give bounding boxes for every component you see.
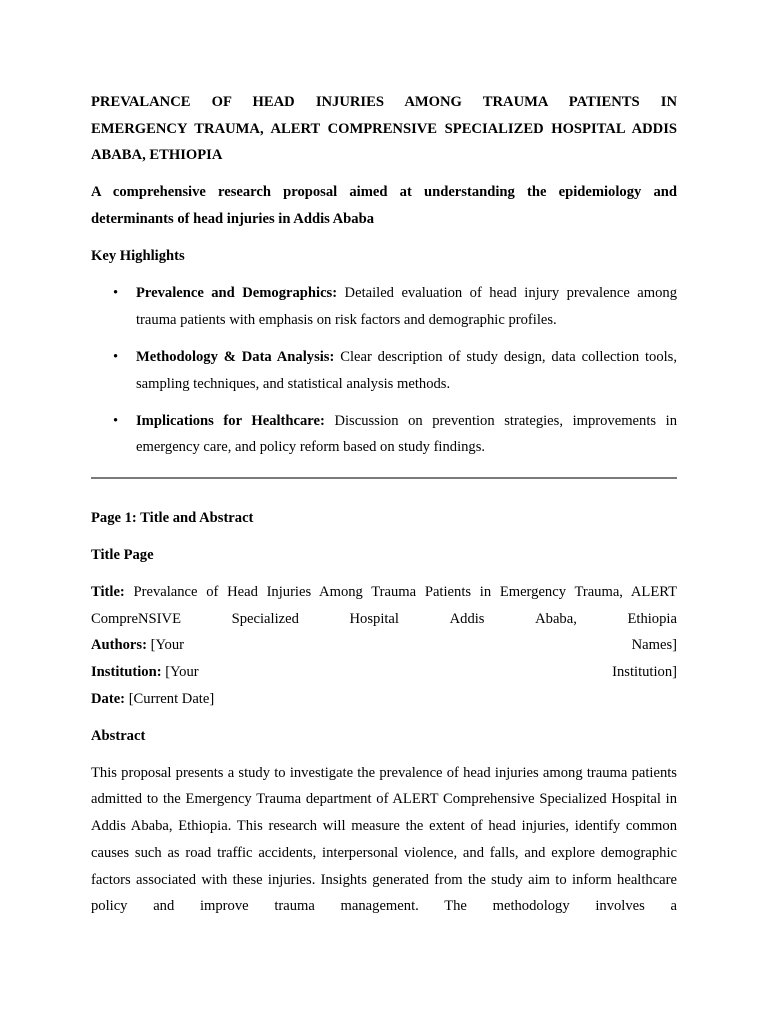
bullet-icon: • — [113, 285, 119, 302]
document-heading-line-1: PREVALANCE OF HEAD INJURIES AMONG TRAUMA PATIENTS IN — [91, 94, 677, 110]
bullet-icon: • — [113, 348, 119, 365]
title-page-heading: Title Page — [91, 546, 154, 563]
authors-line — [91, 632, 677, 659]
institution-value-end: Institution] — [612, 664, 677, 681]
highlight-label: Prevalence and Demographics: — [136, 285, 338, 302]
document-page — [91, 89, 677, 920]
abstract-heading: Abstract — [91, 727, 146, 744]
institution-label: Institution: — [91, 664, 162, 681]
document-subtitle: A comprehensive research proposal aimed at understanding the epidemiology and determinants of head injuries in Addis Ababa — [91, 184, 677, 228]
title-label: Title: — [91, 583, 125, 600]
authors-value-end: Names] — [631, 637, 677, 654]
authors-label: Authors: — [91, 637, 147, 654]
document-heading-line-2: EMERGENCY TRAUMA, ALERT COMPRENSIVE SPECIALIZED HOSPITAL ADDIS — [91, 120, 677, 137]
highlight-label: Methodology & Data Analysis: — [136, 348, 335, 365]
title-word: Ethiopia — [627, 610, 677, 627]
date-value: [Current Date] — [125, 690, 215, 707]
title-word: Addis — [449, 610, 485, 627]
document-heading-line-3: ABABA, ETHIOPIA — [91, 147, 223, 164]
date-label: Date: — [91, 690, 126, 707]
highlight-label: Implications for Healthcare: — [136, 412, 325, 429]
horizontal-divider — [91, 477, 677, 479]
authors-left — [91, 632, 184, 659]
title-word: CompreNSIVE — [91, 610, 181, 627]
abstract-text: This proposal presents a study to investigate the prevalence of head injuries among trauma patients admitted to the Emergency Trauma department of ALERT Comprehensive Specialized Hospital in Addis Ababa, Ethiopia. This research will measure the extent of head injuries, identify common causes such as road traffic accidents, interpersonal violence, and falls, and explore demographic factors associated with these injuries. Insights generated from the study aim to inform healthcare policy and improve trauma management. The methodology involves a — [91, 764, 677, 915]
title-word: Hospital — [349, 610, 399, 627]
title-continuation-line — [91, 606, 677, 633]
highlight-text: Clear description of study design, data collection tools, sampling techniques, and statistical analysis methods. — [136, 348, 678, 392]
title-page-block — [91, 579, 677, 713]
institution-line — [91, 659, 677, 686]
list-item — [91, 408, 677, 461]
title-text: Prevalance of Head Injuries Among Trauma Patients in Emergency Trauma, ALERT — [124, 583, 677, 600]
title-word: Ababa, — [535, 610, 577, 627]
bullet-icon: • — [113, 412, 119, 429]
key-highlights-list — [91, 280, 677, 461]
title-word: Specialized — [231, 610, 299, 627]
institution-value: [Your — [161, 664, 199, 681]
list-item — [91, 344, 677, 397]
authors-value: [Your — [146, 637, 184, 654]
key-highlights-heading: Key Highlights — [91, 248, 185, 265]
list-item — [91, 280, 677, 333]
highlight-text: Discussion on prevention strategies, improvements in emergency care, and policy reform based on study findings. — [136, 412, 677, 456]
section-title: Page 1: Title and Abstract — [91, 509, 254, 526]
date-line — [91, 686, 677, 713]
institution-left — [91, 659, 199, 686]
title-line — [91, 579, 677, 606]
highlight-text: Detailed evaluation of head injury prevalence among trauma patients with emphasis on risk factors and demographic profiles. — [136, 285, 677, 328]
